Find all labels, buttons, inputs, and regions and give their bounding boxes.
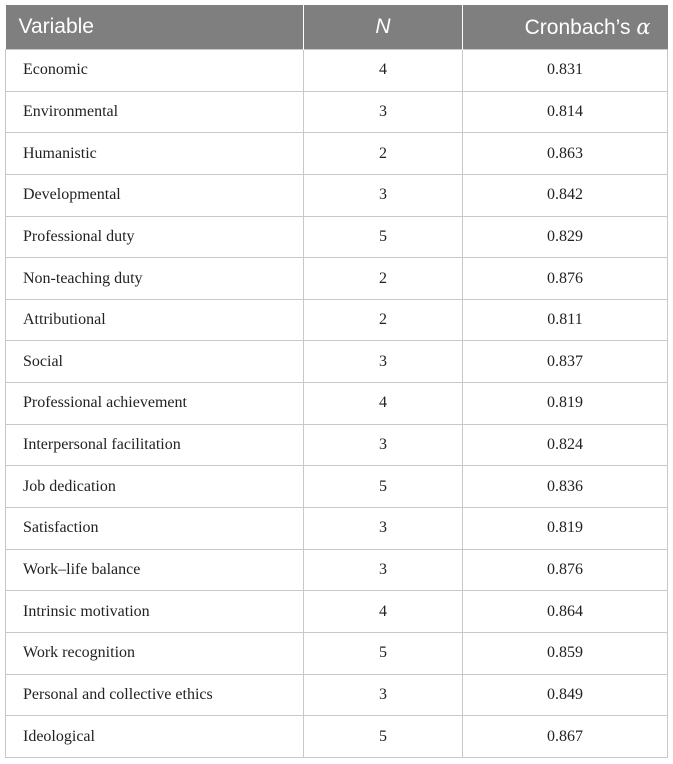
alpha-cell: 0.836	[463, 466, 668, 508]
table-row	[6, 424, 668, 466]
table-row	[6, 508, 668, 550]
variable-cell: Work–life balance	[6, 549, 304, 591]
alpha-cell: 0.819	[463, 383, 668, 425]
table-row	[6, 591, 668, 633]
alpha-cell: 0.837	[463, 341, 668, 383]
alpha-cell: 0.824	[463, 424, 668, 466]
table-row	[6, 674, 668, 716]
variable-cell: Ideological	[6, 716, 304, 758]
variable-cell: Job dedication	[6, 466, 304, 508]
alpha-cell: 0.863	[463, 133, 668, 175]
n-cell: 5	[304, 632, 463, 674]
n-cell: 3	[304, 674, 463, 716]
table-row	[6, 50, 668, 92]
alpha-cell: 0.842	[463, 174, 668, 216]
header-alpha-prefix: Cronbach’s	[524, 15, 637, 39]
alpha-cell: 0.876	[463, 258, 668, 300]
table-row	[6, 299, 668, 341]
alpha-cell: 0.859	[463, 632, 668, 674]
table-row	[6, 549, 668, 591]
n-cell: 3	[304, 341, 463, 383]
variable-cell: Work recognition	[6, 632, 304, 674]
variable-cell: Humanistic	[6, 133, 304, 175]
n-cell: 3	[304, 91, 463, 133]
alpha-symbol: α	[636, 14, 651, 39]
table-row	[6, 383, 668, 425]
alpha-cell: 0.829	[463, 216, 668, 258]
variable-cell: Intrinsic motivation	[6, 591, 304, 633]
table-row	[6, 258, 668, 300]
alpha-cell: 0.849	[463, 674, 668, 716]
n-cell: 5	[304, 716, 463, 758]
table-header	[6, 5, 668, 50]
table-row	[6, 341, 668, 383]
n-cell: 4	[304, 50, 463, 92]
variable-cell: Professional duty	[6, 216, 304, 258]
n-cell: 5	[304, 466, 463, 508]
header-row	[6, 5, 668, 50]
alpha-cell: 0.819	[463, 508, 668, 550]
table-row	[6, 174, 668, 216]
n-cell: 3	[304, 174, 463, 216]
variable-cell: Social	[6, 341, 304, 383]
table-row	[6, 216, 668, 258]
n-cell: 5	[304, 216, 463, 258]
variable-cell: Interpersonal facilitation	[6, 424, 304, 466]
variable-cell: Personal and collective ethics	[6, 674, 304, 716]
table-row	[6, 716, 668, 758]
alpha-cell: 0.811	[463, 299, 668, 341]
n-cell: 3	[304, 424, 463, 466]
variable-cell: Developmental	[6, 174, 304, 216]
header-variable: Variable	[6, 5, 304, 50]
n-cell: 2	[304, 133, 463, 175]
table-row	[6, 133, 668, 175]
variable-cell: Environmental	[6, 91, 304, 133]
n-cell: 3	[304, 549, 463, 591]
table-row	[6, 466, 668, 508]
variable-cell: Economic	[6, 50, 304, 92]
alpha-cell: 0.831	[463, 50, 668, 92]
variable-cell: Satisfaction	[6, 508, 304, 550]
alpha-cell: 0.814	[463, 91, 668, 133]
n-cell: 2	[304, 258, 463, 300]
header-cronbach-alpha	[463, 5, 668, 50]
reliability-table	[5, 5, 668, 758]
n-cell: 4	[304, 591, 463, 633]
table-row	[6, 632, 668, 674]
alpha-cell: 0.876	[463, 549, 668, 591]
header-n: N	[304, 5, 463, 50]
n-cell: 2	[304, 299, 463, 341]
variable-cell: Professional achievement	[6, 383, 304, 425]
variable-cell: Non-teaching duty	[6, 258, 304, 300]
table-body	[6, 50, 668, 758]
n-cell: 4	[304, 383, 463, 425]
n-cell: 3	[304, 508, 463, 550]
alpha-cell: 0.867	[463, 716, 668, 758]
variable-cell: Attributional	[6, 299, 304, 341]
table-row	[6, 91, 668, 133]
alpha-cell: 0.864	[463, 591, 668, 633]
